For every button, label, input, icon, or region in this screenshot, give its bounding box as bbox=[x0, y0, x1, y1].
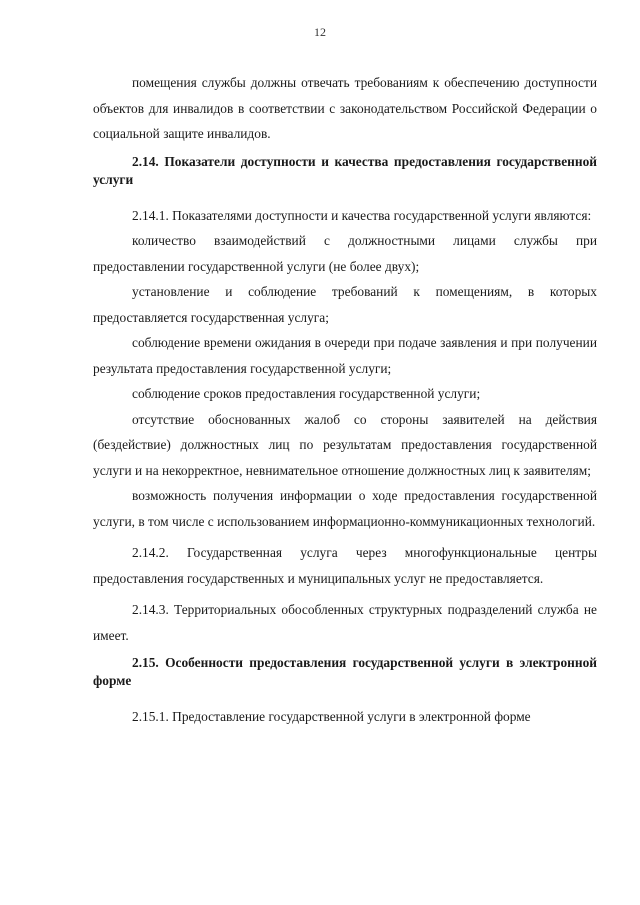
list-item-premises: установление и соблюдение требований к помещениям, в которых предоставляется государственная услуга; bbox=[93, 284, 597, 325]
list-item-complaints: отсутствие обоснованных жалоб со стороны заявителей на действия (бездействие) должностных лиц по результатам предоставления государственной услуги и на некорректное, невнимательное отношение должностных лиц к заявителям; bbox=[93, 411, 597, 478]
page-number: 12 bbox=[314, 25, 326, 39]
section-heading-2-14: 2.14. Показатели доступности и качества предоставления государственной услуги bbox=[93, 153, 597, 187]
list-item-information: возможность получения информации о ходе предоставления государственной услуги, в том числе с использованием информационно-коммуникационных технологий. bbox=[93, 488, 597, 529]
list-item-interactions: количество взаимодействий с должностными лицами службы при предоставлении государственной услуги (не более двух); bbox=[93, 233, 597, 274]
paragraph-2-14-2: 2.14.2. Государственная услуга через многофункциональные центры предоставления государственных и муниципальных услуг не предоставляется. bbox=[93, 545, 597, 586]
paragraph-2-15-1: 2.15.1. Предоставление государственной услуги в электронной форме bbox=[132, 709, 531, 724]
list-item-deadlines: соблюдение сроков предоставления государственной услуги; bbox=[132, 386, 481, 401]
list-item-waiting-time: соблюдение времени ожидания в очереди при подаче заявления и при получении результата предоставления государственной услуги; bbox=[93, 335, 597, 376]
paragraph-2-14-1: 2.14.1. Показателями доступности и качества государственной услуги являются: bbox=[132, 207, 592, 223]
document-body bbox=[93, 70, 597, 730]
paragraph-2-14-3: 2.14.3. Территориальных обособленных структурных подразделений служба не имеет. bbox=[93, 602, 597, 643]
section-heading-2-15: 2.15. Особенности предоставления государственной услуги в электронной форме bbox=[93, 655, 597, 688]
paragraph-accessibility-requirements: помещения службы должны отвечать требованиям к обеспечению доступности объектов для инвалидов в соответствии с законодательством Российской Федерации о социальной защите инвалидов. bbox=[93, 75, 597, 141]
